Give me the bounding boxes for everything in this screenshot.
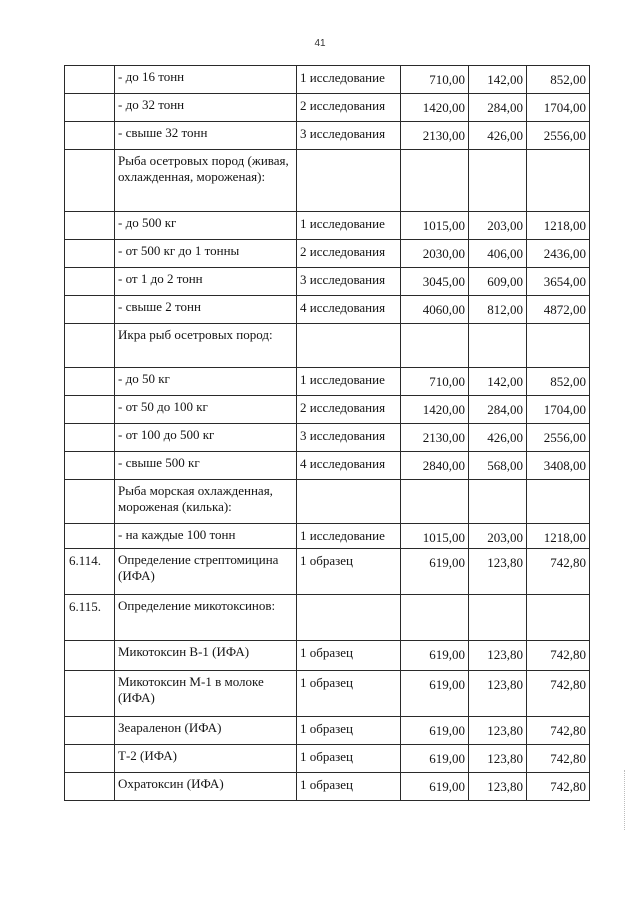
service-name-cell: - свыше 500 кг (115, 452, 297, 480)
service-name-cell: Определение стрептомицина (ИФА) (115, 549, 297, 595)
unit-cell: 1 образец (297, 641, 401, 671)
table-row (65, 745, 590, 773)
service-name-cell: Микотоксин М-1 в молоке (ИФА) (115, 671, 297, 717)
table-row (65, 424, 590, 452)
service-name-cell: - до 500 кг (115, 212, 297, 240)
unit-cell: 1 образец (297, 671, 401, 717)
unit-cell (297, 595, 401, 641)
table-row (65, 66, 590, 94)
vat-cell: 123,80 (469, 549, 527, 595)
total-cell (527, 595, 590, 641)
table-row (65, 480, 590, 524)
table-row (65, 671, 590, 717)
unit-cell: 3 исследования (297, 268, 401, 296)
total-cell: 742,80 (527, 549, 590, 595)
vat-cell: 142,00 (469, 368, 527, 396)
service-name-cell: Икра рыб осетровых пород: (115, 324, 297, 368)
table-row (65, 368, 590, 396)
total-cell: 3654,00 (527, 268, 590, 296)
total-cell: 742,80 (527, 671, 590, 717)
unit-cell (297, 480, 401, 524)
table-row (65, 641, 590, 671)
service-name-cell: Т-2 (ИФА) (115, 745, 297, 773)
item-code-cell (65, 324, 115, 368)
total-cell (527, 480, 590, 524)
total-cell: 1218,00 (527, 524, 590, 549)
unit-cell: 1 образец (297, 717, 401, 745)
total-cell: 2436,00 (527, 240, 590, 268)
table-row (65, 717, 590, 745)
price-cell: 619,00 (401, 671, 469, 717)
unit-cell: 1 исследование (297, 368, 401, 396)
margin-scan-marks (624, 770, 633, 830)
unit-cell: 4 исследования (297, 296, 401, 324)
price-cell (401, 480, 469, 524)
total-cell: 742,80 (527, 717, 590, 745)
vat-cell: 406,00 (469, 240, 527, 268)
item-code-cell (65, 480, 115, 524)
price-cell: 2130,00 (401, 122, 469, 150)
vat-cell: 812,00 (469, 296, 527, 324)
price-cell: 619,00 (401, 773, 469, 801)
price-table (64, 65, 590, 801)
service-name-cell: - на каждые 100 тонн (115, 524, 297, 549)
service-name-cell: Определение микотоксинов: (115, 595, 297, 641)
total-cell: 742,80 (527, 745, 590, 773)
item-code-cell (65, 150, 115, 212)
price-cell: 710,00 (401, 66, 469, 94)
total-cell: 852,00 (527, 66, 590, 94)
total-cell: 3408,00 (527, 452, 590, 480)
table-row (65, 212, 590, 240)
total-cell: 2556,00 (527, 424, 590, 452)
vat-cell: 609,00 (469, 268, 527, 296)
unit-cell: 1 образец (297, 745, 401, 773)
vat-cell: 123,80 (469, 773, 527, 801)
service-name-cell: - от 500 кг до 1 тонны (115, 240, 297, 268)
price-cell: 1015,00 (401, 524, 469, 549)
item-code-cell (65, 122, 115, 150)
vat-cell: 123,80 (469, 671, 527, 717)
price-cell: 3045,00 (401, 268, 469, 296)
service-name-cell: Микотоксин В-1 (ИФА) (115, 641, 297, 671)
price-cell: 619,00 (401, 549, 469, 595)
vat-cell: 142,00 (469, 66, 527, 94)
service-name-cell: - до 50 кг (115, 368, 297, 396)
service-name-cell: Рыба морская охлажденная, мороженая (килька): (115, 480, 297, 524)
price-cell: 619,00 (401, 717, 469, 745)
service-name-cell: - до 16 тонн (115, 66, 297, 94)
total-cell: 4872,00 (527, 296, 590, 324)
total-cell: 1704,00 (527, 94, 590, 122)
item-code-cell (65, 212, 115, 240)
total-cell: 852,00 (527, 368, 590, 396)
item-code-cell (65, 717, 115, 745)
price-cell (401, 324, 469, 368)
service-name-cell: - свыше 2 тонн (115, 296, 297, 324)
table-row (65, 268, 590, 296)
unit-cell: 1 исследование (297, 212, 401, 240)
vat-cell: 426,00 (469, 122, 527, 150)
unit-cell: 2 исследования (297, 240, 401, 268)
unit-cell: 1 исследование (297, 524, 401, 549)
total-cell: 1704,00 (527, 396, 590, 424)
price-cell: 619,00 (401, 745, 469, 773)
service-name-cell: - от 1 до 2 тонн (115, 268, 297, 296)
unit-cell (297, 324, 401, 368)
table-row (65, 150, 590, 212)
vat-cell (469, 595, 527, 641)
total-cell (527, 324, 590, 368)
total-cell (527, 150, 590, 212)
item-code-cell (65, 296, 115, 324)
table-row (65, 240, 590, 268)
unit-cell: 1 образец (297, 549, 401, 595)
price-cell: 1420,00 (401, 94, 469, 122)
item-code-cell (65, 641, 115, 671)
item-code-cell (65, 396, 115, 424)
service-name-cell: Рыба осетровых пород (живая, охлажденная, мороженая): (115, 150, 297, 212)
item-code-cell (65, 671, 115, 717)
item-code-cell (65, 773, 115, 801)
total-cell: 742,80 (527, 641, 590, 671)
price-cell: 4060,00 (401, 296, 469, 324)
table-row (65, 773, 590, 801)
price-cell: 2030,00 (401, 240, 469, 268)
table-row (65, 122, 590, 150)
vat-cell: 284,00 (469, 94, 527, 122)
price-cell: 710,00 (401, 368, 469, 396)
price-cell: 2840,00 (401, 452, 469, 480)
price-table-body (65, 66, 590, 801)
vat-cell (469, 480, 527, 524)
unit-cell (297, 150, 401, 212)
price-cell: 1420,00 (401, 396, 469, 424)
item-code-cell (65, 268, 115, 296)
item-code-cell (65, 240, 115, 268)
item-code-cell (65, 424, 115, 452)
table-row (65, 549, 590, 595)
item-code-cell: 6.114. (65, 549, 115, 595)
vat-cell: 568,00 (469, 452, 527, 480)
service-name-cell: Зеараленон (ИФА) (115, 717, 297, 745)
service-name-cell: - свыше 32 тонн (115, 122, 297, 150)
item-code-cell: 6.115. (65, 595, 115, 641)
vat-cell (469, 150, 527, 212)
table-row (65, 296, 590, 324)
unit-cell: 4 исследования (297, 452, 401, 480)
service-name-cell: - от 50 до 100 кг (115, 396, 297, 424)
total-cell: 742,80 (527, 773, 590, 801)
unit-cell: 3 исследования (297, 424, 401, 452)
table-row (65, 94, 590, 122)
vat-cell (469, 324, 527, 368)
service-name-cell: - до 32 тонн (115, 94, 297, 122)
unit-cell: 2 исследования (297, 396, 401, 424)
price-cell: 2130,00 (401, 424, 469, 452)
item-code-cell (65, 745, 115, 773)
unit-cell: 1 исследование (297, 66, 401, 94)
item-code-cell (65, 368, 115, 396)
item-code-cell (65, 524, 115, 549)
price-cell: 1015,00 (401, 212, 469, 240)
vat-cell: 426,00 (469, 424, 527, 452)
table-row (65, 396, 590, 424)
item-code-cell (65, 452, 115, 480)
vat-cell: 284,00 (469, 396, 527, 424)
vat-cell: 203,00 (469, 524, 527, 549)
table-row (65, 452, 590, 480)
table-row (65, 524, 590, 549)
vat-cell: 203,00 (469, 212, 527, 240)
unit-cell: 2 исследования (297, 94, 401, 122)
vat-cell: 123,80 (469, 641, 527, 671)
vat-cell: 123,80 (469, 745, 527, 773)
item-code-cell (65, 94, 115, 122)
service-name-cell: - от 100 до 500 кг (115, 424, 297, 452)
table-row (65, 595, 590, 641)
price-cell: 619,00 (401, 641, 469, 671)
price-cell (401, 595, 469, 641)
vat-cell: 123,80 (469, 717, 527, 745)
price-cell (401, 150, 469, 212)
total-cell: 1218,00 (527, 212, 590, 240)
service-name-cell: Охратоксин (ИФА) (115, 773, 297, 801)
unit-cell: 3 исследования (297, 122, 401, 150)
unit-cell: 1 образец (297, 773, 401, 801)
page-number: 41 (314, 38, 326, 49)
table-row (65, 324, 590, 368)
item-code-cell (65, 66, 115, 94)
total-cell: 2556,00 (527, 122, 590, 150)
